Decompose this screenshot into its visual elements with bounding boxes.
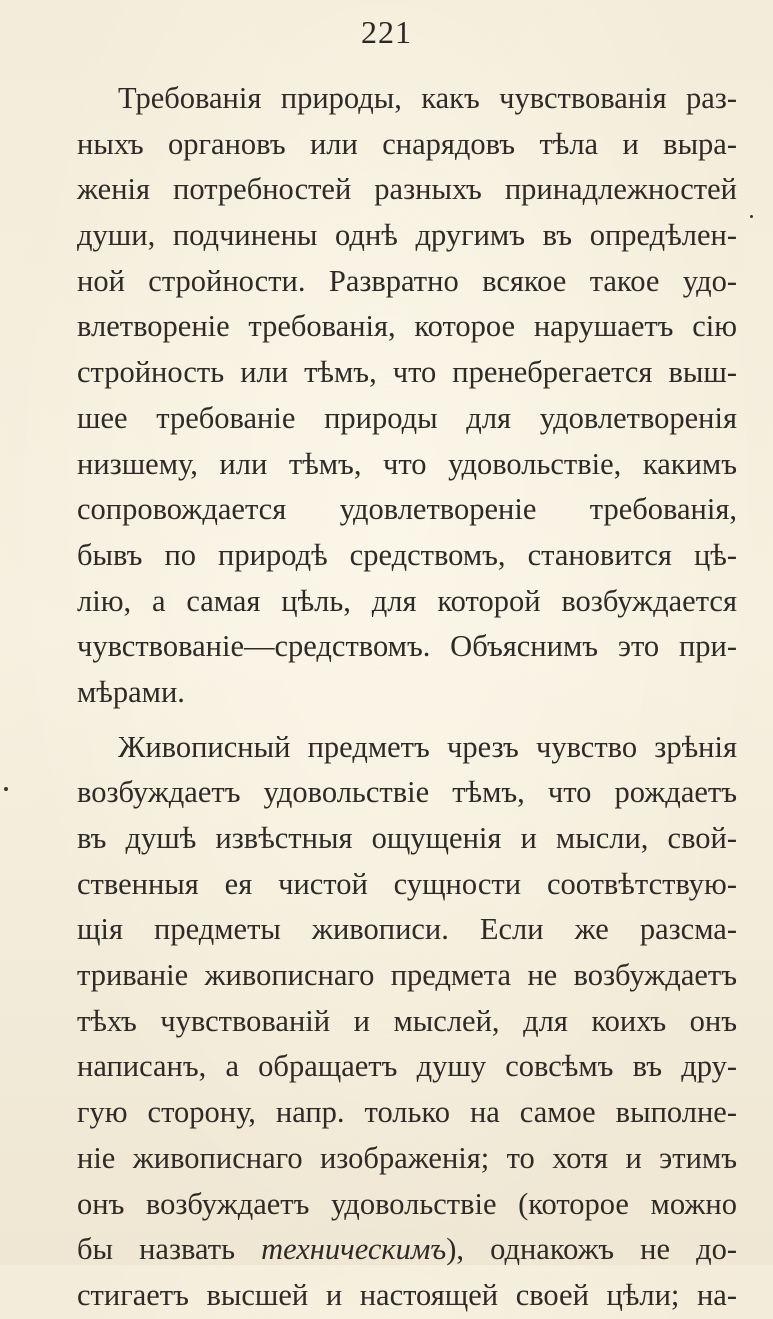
text-line: влетвореніе требованія, которое нарушаетъ сію: [77, 309, 737, 344]
text-fragment: ), однакожъ не до-: [446, 1232, 737, 1267]
text-line: бывъ по природѣ средствомъ, становится цѣ-: [77, 537, 737, 572]
italic-term: техническимъ: [261, 1232, 447, 1267]
text-line: тѣхъ чувствованій и мыслей, для коихъ онъ: [77, 1003, 737, 1038]
page-number: 221: [361, 14, 412, 50]
text-line: лію, а самая цѣль, для которой возбуждается: [77, 583, 737, 618]
text-line: ніе живописнаго изображенія; то хотя и этимъ: [77, 1140, 737, 1175]
text-line: женія потребностей разныхъ принадлежностей: [77, 172, 737, 207]
text-line: души, подчинены однѣ другимъ въ опредѣлен-: [77, 218, 737, 253]
text-line: ственныя ея чистой сущности соотвѣтствую-: [77, 866, 737, 901]
text-line: ной стройности. Развратно всякое такое удо-: [77, 263, 737, 298]
text-line: въ душѣ извѣстныя ощущенія и мысли, свой-: [77, 821, 737, 855]
text-line: Требованія природы, какъ чувствованія раз-: [118, 81, 737, 115]
text-line: шее требованіе природы для удовлетворенія: [77, 400, 737, 435]
text-line: щія предметы живописи. Если же разсма-: [77, 912, 737, 947]
text-line: написанъ, а обращаетъ душу совсѣмъ въ дру-: [77, 1049, 737, 1084]
text-line: стигаетъ высшей и настоящей своей цѣли; на-: [77, 1277, 737, 1312]
text-line: чувствованіе—средствомъ. Объяснимъ это при-: [77, 629, 737, 664]
text-line: онъ возбуждаетъ удовольствіе (которое можно: [77, 1186, 737, 1221]
text-line: ныхъ органовъ или снарядовъ тѣла и выра-: [77, 126, 737, 161]
text-fragment: бы назвать: [77, 1232, 262, 1267]
print-speck: [4, 787, 8, 791]
body-text: [77, 76, 737, 1319]
text-line: низшему, или тѣмъ, что удовольствіе, какимъ: [77, 446, 737, 481]
paragraph-gap: [77, 716, 737, 725]
text-line: стройность или тѣмъ, что пренебрегается выш-: [77, 355, 737, 390]
text-line: мѣрами.: [77, 674, 185, 709]
print-speck: [750, 215, 753, 218]
text-line: сопровождается удовлетвореніе требованія,: [77, 492, 737, 527]
text-line: [77, 1227, 737, 1273]
text-line: возбуждаетъ удовольствіе тѣмъ, что рождаетъ: [77, 775, 737, 810]
text-line: триваніе живописнаго предмета не возбуждаетъ: [77, 958, 737, 993]
text-line: гую сторону, напр. только на самое выполне-: [77, 1095, 737, 1130]
text-line: Живописный предметъ чрезъ чувство зрѣнія: [118, 729, 737, 764]
